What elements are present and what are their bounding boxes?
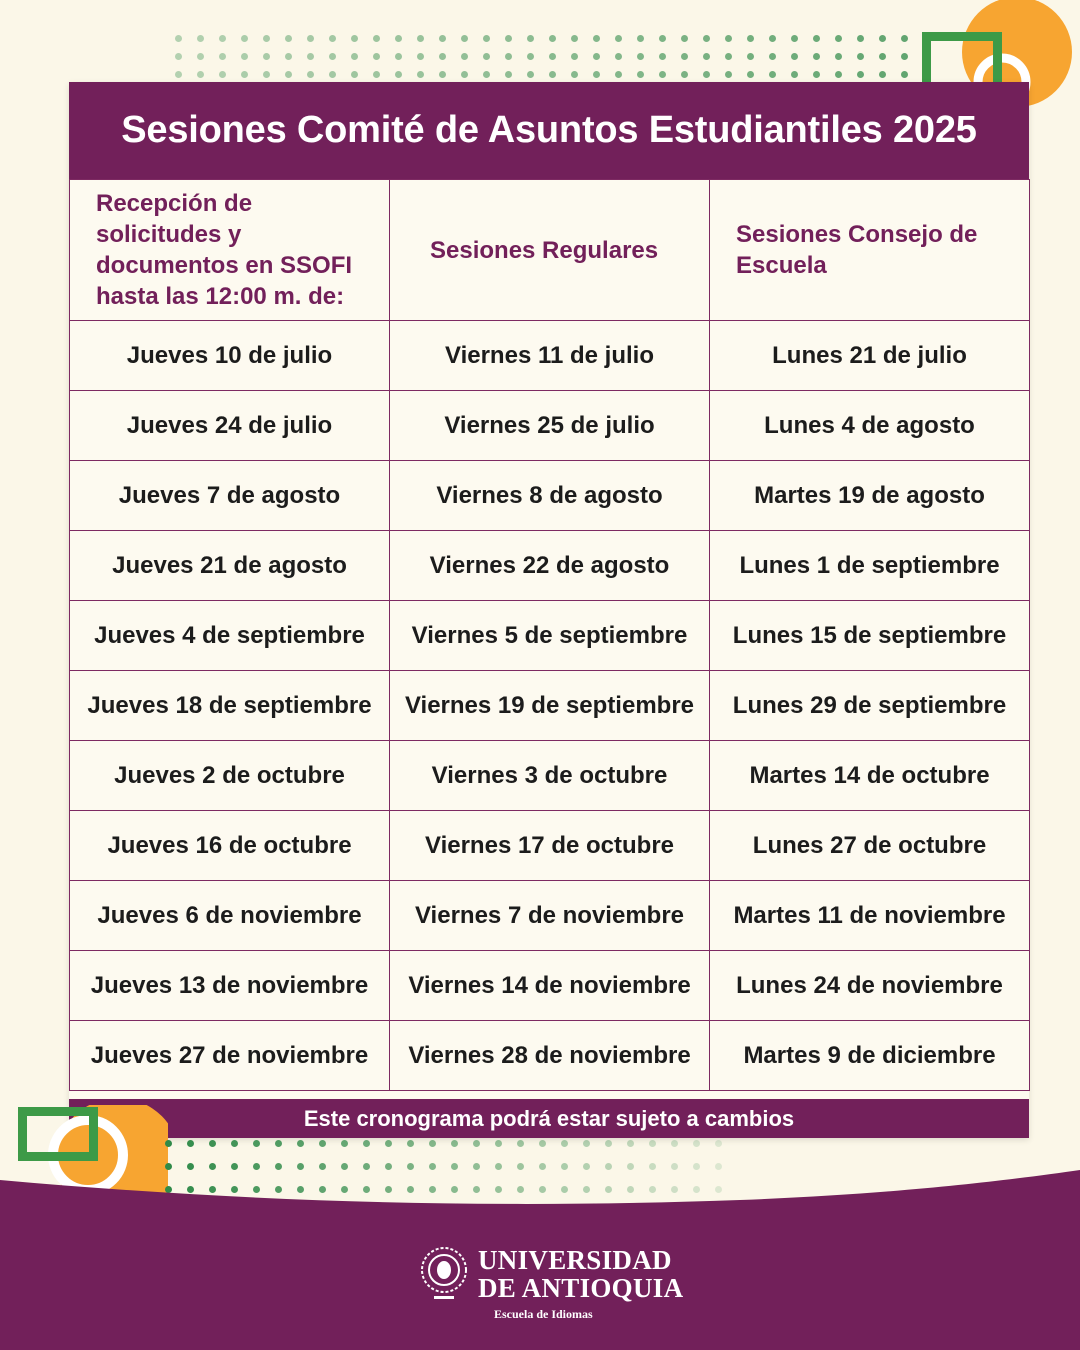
decorative-dot: [703, 71, 710, 78]
decorative-dot: [285, 53, 292, 60]
decorative-dot: [175, 35, 182, 42]
decorative-dot: [835, 53, 842, 60]
decorative-dot: [395, 35, 402, 42]
decorative-dot: [473, 1140, 480, 1147]
decorative-dot: [495, 1140, 502, 1147]
decorative-dot: [835, 35, 842, 42]
decorative-dot: [263, 35, 270, 42]
decorative-dot: [527, 35, 534, 42]
decorative-dot: [351, 35, 358, 42]
decorative-dot: [307, 71, 314, 78]
council-session-cell: Martes 11 de noviembre: [710, 881, 1030, 951]
decorative-dots-top: [175, 35, 935, 80]
decorative-dot: [725, 71, 732, 78]
council-session-cell: Lunes 15 de septiembre: [710, 601, 1030, 671]
decorative-dot: [703, 35, 710, 42]
reception-date-cell: Jueves 4 de septiembre: [70, 601, 390, 671]
decorative-dot: [363, 1140, 370, 1147]
decorative-dot: [813, 71, 820, 78]
reception-date-cell: Jueves 21 de agosto: [70, 531, 390, 601]
school-name: Escuela de Idiomas: [494, 1307, 593, 1321]
decorative-dot: [879, 53, 886, 60]
decorative-dot: [505, 71, 512, 78]
decorative-dot: [813, 53, 820, 60]
decorative-dot: [351, 71, 358, 78]
decorative-dot: [231, 1140, 238, 1147]
decorative-dot: [693, 1140, 700, 1147]
reception-date-cell: Jueves 13 de noviembre: [70, 951, 390, 1021]
decorative-dot: [285, 71, 292, 78]
council-session-cell: Lunes 27 de octubre: [710, 811, 1030, 881]
decorative-dot: [385, 1140, 392, 1147]
decorative-dot: [681, 35, 688, 42]
decorative-dot: [175, 53, 182, 60]
disclaimer-note: Este cronograma podrá estar sujeto a cambios: [69, 1099, 1029, 1138]
decorative-dot: [627, 1140, 634, 1147]
table-row: [70, 531, 1030, 601]
decorative-dot: [715, 1140, 722, 1147]
decorative-dot: [901, 35, 908, 42]
university-name-line-2: DE ANTIOQUIA: [478, 1273, 684, 1303]
decorative-dot: [241, 53, 248, 60]
decorative-dot: [901, 71, 908, 78]
decorative-dot: [209, 1140, 216, 1147]
decorative-dot: [297, 1140, 304, 1147]
regular-session-cell: Viernes 3 de octubre: [390, 741, 710, 811]
decorative-dot: [483, 71, 490, 78]
decorative-dot: [429, 1140, 436, 1147]
decorative-dot: [253, 1140, 260, 1147]
table-row: [70, 601, 1030, 671]
decorative-dot: [791, 35, 798, 42]
decorative-dot: [241, 35, 248, 42]
decorative-dot: [219, 71, 226, 78]
table-row: [70, 881, 1030, 951]
decorative-dot: [329, 71, 336, 78]
decorative-dot: [197, 35, 204, 42]
decorative-dot: [879, 71, 886, 78]
table-row: [70, 461, 1030, 531]
decorative-dot: [527, 53, 534, 60]
schedule-card: [69, 82, 1029, 1138]
decorative-dot: [175, 71, 182, 78]
decorative-dot: [373, 35, 380, 42]
decorative-dot: [593, 53, 600, 60]
decorative-dot: [395, 71, 402, 78]
decorative-dot: [527, 71, 534, 78]
column-header-label: Recepción de solicitudes y documentos en SSOFI hasta las 12:00 m. de:: [96, 190, 353, 310]
decorative-dot: [659, 35, 666, 42]
decorative-dot: [615, 71, 622, 78]
column-header-label: Sesiones Consejo de Escuela: [736, 221, 978, 279]
decorative-dot: [857, 35, 864, 42]
decorative-dot: [505, 35, 512, 42]
page-title: Sesiones Comité de Asuntos Estudiantiles 2025: [69, 82, 1029, 179]
decorative-dot: [681, 53, 688, 60]
decorative-dot: [769, 53, 776, 60]
decorative-dot: [451, 1140, 458, 1147]
decorative-dot: [583, 1140, 590, 1147]
decorative-dot: [461, 35, 468, 42]
decorative-dot: [517, 1140, 524, 1147]
decorative-dot: [417, 53, 424, 60]
reception-date-cell: Jueves 24 de julio: [70, 391, 390, 461]
regular-session-cell: Viernes 11 de julio: [390, 321, 710, 391]
decorative-dot: [351, 53, 358, 60]
decorative-dot: [549, 53, 556, 60]
reception-date-cell: Jueves 27 de noviembre: [70, 1021, 390, 1091]
regular-session-cell: Viernes 17 de octubre: [390, 811, 710, 881]
council-session-cell: Lunes 29 de septiembre: [710, 671, 1030, 741]
decorative-dot: [725, 35, 732, 42]
decorative-dot: [319, 1140, 326, 1147]
decorative-dot: [461, 71, 468, 78]
decorative-dot: [649, 1140, 656, 1147]
decorative-dot: [417, 71, 424, 78]
decorative-dot: [813, 35, 820, 42]
decorative-dot: [659, 71, 666, 78]
decorative-dot: [263, 71, 270, 78]
reception-date-cell: Jueves 18 de septiembre: [70, 671, 390, 741]
decorative-dot: [747, 53, 754, 60]
decorative-dot: [461, 53, 468, 60]
council-session-cell: Martes 9 de diciembre: [710, 1021, 1030, 1091]
schedule-table: [69, 179, 1030, 1091]
column-header-regular-sessions: [390, 180, 710, 321]
decorative-dot: [571, 71, 578, 78]
decorative-dot: [637, 35, 644, 42]
regular-session-cell: Viernes 8 de agosto: [390, 461, 710, 531]
decorative-dot: [549, 35, 556, 42]
decorative-dot: [659, 53, 666, 60]
decorative-dot: [747, 71, 754, 78]
decorative-dot: [703, 53, 710, 60]
decorative-dot: [769, 35, 776, 42]
column-header-reception: [70, 180, 390, 321]
decorative-dot: [561, 1140, 568, 1147]
reception-date-cell: Jueves 6 de noviembre: [70, 881, 390, 951]
decorative-dot: [725, 53, 732, 60]
decorative-dot: [307, 35, 314, 42]
university-name-line-1: UNIVERSIDAD: [478, 1245, 672, 1275]
decorative-dot: [197, 71, 204, 78]
column-header-council-sessions: [710, 180, 1030, 321]
decorative-dot: [483, 35, 490, 42]
table-row: [70, 951, 1030, 1021]
regular-session-cell: Viernes 25 de julio: [390, 391, 710, 461]
decorative-dot: [571, 53, 578, 60]
decorative-dot: [395, 53, 402, 60]
decorative-dot: [241, 71, 248, 78]
university-seal-icon: [420, 1242, 468, 1302]
decorative-dot: [439, 53, 446, 60]
column-header-label: Sesiones Regulares: [430, 236, 659, 264]
decorative-dot: [747, 35, 754, 42]
decorative-dot: [165, 1140, 172, 1147]
council-session-cell: Lunes 1 de septiembre: [710, 531, 1030, 601]
council-session-cell: Martes 14 de octubre: [710, 741, 1030, 811]
university-logo: [420, 1238, 690, 1328]
regular-session-cell: Viernes 28 de noviembre: [390, 1021, 710, 1091]
table-header-row: [70, 180, 1030, 321]
decorative-dot: [341, 1140, 348, 1147]
decorative-dot: [637, 71, 644, 78]
decorative-dot: [439, 35, 446, 42]
reception-date-cell: Jueves 16 de octubre: [70, 811, 390, 881]
decorative-dot: [329, 53, 336, 60]
decorative-dot: [593, 71, 600, 78]
council-session-cell: Lunes 4 de agosto: [710, 391, 1030, 461]
decorative-dot: [857, 53, 864, 60]
decorative-dot: [187, 1140, 194, 1147]
regular-session-cell: Viernes 14 de noviembre: [390, 951, 710, 1021]
regular-session-cell: Viernes 22 de agosto: [390, 531, 710, 601]
reception-date-cell: Jueves 7 de agosto: [70, 461, 390, 531]
table-row: [70, 811, 1030, 881]
decorative-dot: [879, 35, 886, 42]
decorative-dot: [637, 53, 644, 60]
decorative-dot: [835, 71, 842, 78]
decorative-dot: [671, 1140, 678, 1147]
council-session-cell: Lunes 21 de julio: [710, 321, 1030, 391]
decorative-dot: [329, 35, 336, 42]
reception-date-cell: Jueves 2 de octubre: [70, 741, 390, 811]
decorative-dot: [791, 53, 798, 60]
decorative-dot: [539, 1140, 546, 1147]
decorative-dot: [549, 71, 556, 78]
regular-session-cell: Viernes 5 de septiembre: [390, 601, 710, 671]
regular-session-cell: Viernes 7 de noviembre: [390, 881, 710, 951]
decorative-dot: [373, 53, 380, 60]
decorative-dot: [275, 1140, 282, 1147]
council-session-cell: Lunes 24 de noviembre: [710, 951, 1030, 1021]
decorative-dot: [615, 53, 622, 60]
decorative-dot: [769, 71, 776, 78]
decorative-dot: [373, 71, 380, 78]
table-row: [70, 671, 1030, 741]
decorative-dot: [263, 53, 270, 60]
decorative-dot: [681, 71, 688, 78]
decorative-dot: [857, 71, 864, 78]
decorative-dot: [219, 35, 226, 42]
reception-date-cell: Jueves 10 de julio: [70, 321, 390, 391]
decorative-dot: [439, 71, 446, 78]
decorative-dot: [605, 1140, 612, 1147]
decorative-dot: [307, 53, 314, 60]
table-row: [70, 391, 1030, 461]
table-row: [70, 741, 1030, 811]
table-row: [70, 1021, 1030, 1091]
decorative-dot: [483, 53, 490, 60]
decorative-dot: [407, 1140, 414, 1147]
regular-session-cell: Viernes 19 de septiembre: [390, 671, 710, 741]
decorative-dot: [791, 71, 798, 78]
decorative-dot: [615, 35, 622, 42]
decorative-dot: [901, 53, 908, 60]
table-row: [70, 321, 1030, 391]
decorative-dot: [197, 53, 204, 60]
council-session-cell: Martes 19 de agosto: [710, 461, 1030, 531]
decorative-dot: [593, 35, 600, 42]
decorative-dot: [219, 53, 226, 60]
decorative-dot: [417, 35, 424, 42]
decorative-dot: [505, 53, 512, 60]
decorative-dot: [571, 35, 578, 42]
decorative-dot: [285, 35, 292, 42]
